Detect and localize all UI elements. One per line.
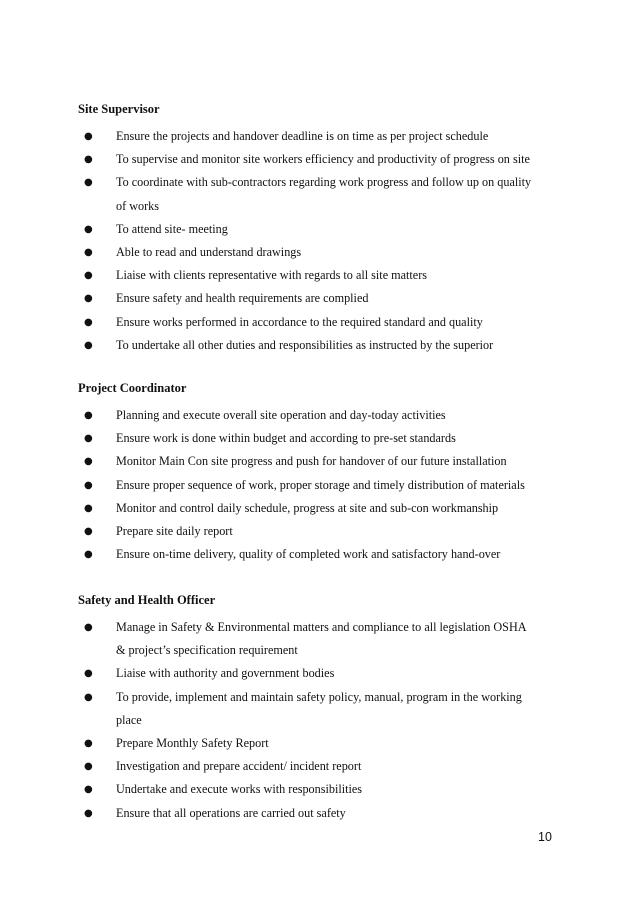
list-item-text: Monitor Main Con site progress and push for handover of our future installation [116,454,507,469]
bullet-icon: ● [84,761,93,773]
list-item-text: Ensure works performed in accordance to the required standard and quality [116,314,483,329]
list-item-text: To coordinate with sub-contractors regarding work progress and follow up on quality of works [116,175,532,213]
section-project-coordinator [78,380,578,566]
list-item [78,686,564,732]
list-item [78,148,564,171]
list-item-text: To attend site- meeting [116,221,228,236]
bullet-icon: ● [84,456,93,468]
bullet-icon: ● [84,293,93,305]
page-number: 10 [538,830,552,844]
list-item [78,497,564,520]
list-item-text: Planning and execute overall site operation and day-today activities [116,408,446,422]
section-heading: Site Supervisor [78,102,160,116]
list-item-text: Able to read and understand drawings [116,245,302,260]
bullet-icon: ● [84,691,93,703]
list-item [78,125,564,148]
list-item [78,616,564,662]
list-item-text: Investigation and prepare accident/ incident report [116,759,362,774]
bullet-icon: ● [84,270,93,282]
list-item [78,287,564,310]
bullet-icon: ● [84,784,93,796]
list-item-text: Prepare site daily report [116,524,233,539]
list-item [78,543,564,566]
section-heading: Project Coordinator [78,381,187,395]
bullet-icon: ● [84,807,93,819]
list-item-text: Ensure that all operations are carried out safety [116,805,346,820]
section-heading: Safety and Health Officer [78,593,216,607]
list-item-text: Ensure safety and health requirements are complied [116,291,369,306]
bullet-icon: ● [84,479,93,491]
list-item-text: Ensure on-time delivery, quality of completed work and satisfactory hand-over [116,547,501,562]
list-item [78,662,564,685]
bullet-icon: ● [84,339,93,351]
bullet-icon: ● [84,622,93,633]
bullet-icon: ● [84,410,93,421]
list-item [78,802,564,825]
bullet-list [78,404,578,566]
list-item [78,732,564,755]
bullet-icon: ● [84,433,93,445]
list-item [78,755,564,778]
list-item-text: Manage in Safety & Environmental matters and compliance to all legislation OSHA & project’s specification requirement [116,620,527,658]
list-item [78,218,564,241]
bullet-icon: ● [84,549,93,561]
list-item-text: Ensure the projects and handover deadline is on time as per project schedule [116,129,489,143]
list-item-text: Monitor and control daily schedule, progress at site and sub-con workmanship [116,500,499,515]
bullet-list [78,616,578,825]
list-item-text: To supervise and monitor site workers efficiency and productivity of progress on site [116,152,530,167]
list-item [78,334,564,357]
bullet-icon: ● [84,526,93,538]
list-item [78,474,564,497]
bullet-icon: ● [84,668,93,680]
list-item [78,171,564,217]
list-item-text: To undertake all other duties and responsibilities as instructed by the superior [116,337,494,352]
list-item [78,241,564,264]
list-item-text: Undertake and execute works with responsibilities [116,782,363,797]
list-item-text: Ensure proper sequence of work, proper storage and timely distribution of materials [116,477,525,492]
section-site-supervisor [78,101,578,357]
bullet-icon: ● [84,247,93,259]
list-item [78,450,564,473]
bullet-icon: ● [84,223,93,235]
bullet-icon: ● [84,131,93,142]
list-item-text: Liaise with authority and government bodies [116,666,335,681]
list-item-text: Liaise with clients representative with regards to all site matters [116,268,428,283]
list-item-text: Prepare Monthly Safety Report [116,736,269,751]
list-item [78,778,564,801]
list-item [78,520,564,543]
bullet-icon: ● [84,316,93,328]
bullet-icon: ● [84,502,93,514]
list-item [78,404,564,427]
bullet-icon: ● [84,154,93,166]
section-safety-and-health-officer [78,592,578,825]
bullet-list [78,125,578,357]
bullet-icon: ● [84,738,93,750]
list-item-text: To provide, implement and maintain safety policy, manual, program in the working place [116,689,522,727]
list-item-text: Ensure work is done within budget and according to pre-set standards [116,431,456,446]
list-item [78,264,564,287]
bullet-icon: ● [84,177,93,189]
list-item [78,311,564,334]
list-item [78,427,564,450]
